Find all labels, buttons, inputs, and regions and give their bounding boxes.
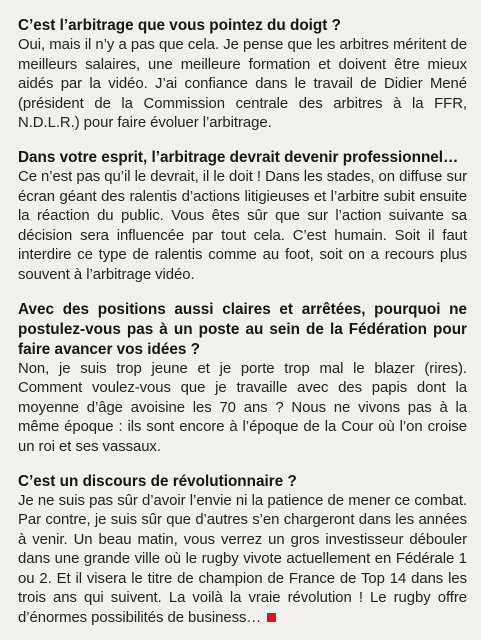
answer-text: Je ne suis pas sûr d’avoir l’envie ni la patience de mener ce combat. Par contre, je suis sûr que d’autres s’en chargeront dans les années à venir. Un beau matin, vous verrez un gros investisseur débouler dans une grande ville où le rugby vivote actuellement en Fédérale 1 ou 2. Et il visera le titre de champion de France de Top 14 dans les trois ans qui suivent. La voilà la vraie révolution ! Le rugby offre d’énormes possibilités de business… (18, 492, 467, 627)
question-heading: C’est l’arbitrage que vous pointez du doigt ? (18, 17, 341, 34)
question-heading: Dans votre esprit, l’arbitrage devrait devenir professionnel… (18, 148, 459, 166)
qa-block-1 (18, 16, 467, 134)
question-heading: C’est un discours de révolutionnaire ? (18, 472, 297, 490)
answer-paragraph: Non, je suis trop jeune et je porte trop mal le blazer (rires). Comment voulez-vous que je travaille avec des papis dont la moyenne d’âge avoisine les 70 ans ? Nous ne vivons pas à la même époque : ils sont encore à l’époque de la Cour où l’on croise un roi et ses vassaux. (18, 360, 467, 455)
answer-paragraph: Ce n’est pas qu’il le devrait, il le doit ! Dans les stades, on diffuse sur écran géant des ralentis d’actions litigieuses et l’arbitre subit ensuite la réaction du public. Vous êtes sûr que sur l’action suivante sa décision sera influencée par tout cela. C’est humain. Soit il faut interdire ce type de ralentis comme au foot, soit on a recours plus souvent à l’arbitrage vidéo. (18, 168, 467, 283)
qa-block-2 (18, 148, 467, 286)
answer-paragraph (18, 492, 467, 629)
qa-block-4 (18, 472, 467, 629)
end-of-article-icon (267, 613, 276, 622)
qa-block-3 (18, 300, 467, 458)
question-heading: Avec des positions aussi claires et arrêtées, pourquoi ne postulez-vous pas à un poste au sein de la Fédération pour faire avancer vos idées ? (18, 300, 467, 358)
answer-paragraph: Oui, mais il n’y a pas que cela. Je pense que les arbitres méritent de meilleurs salaires, une meilleure formation et doivent être mieux aidés par la vidéo. J’ai confiance dans le travail de Didier Mené (président de la Commission centrale des arbitres à la FFR, N.D.L.R.) pour faire évoluer l’arbitrage. (18, 37, 467, 132)
